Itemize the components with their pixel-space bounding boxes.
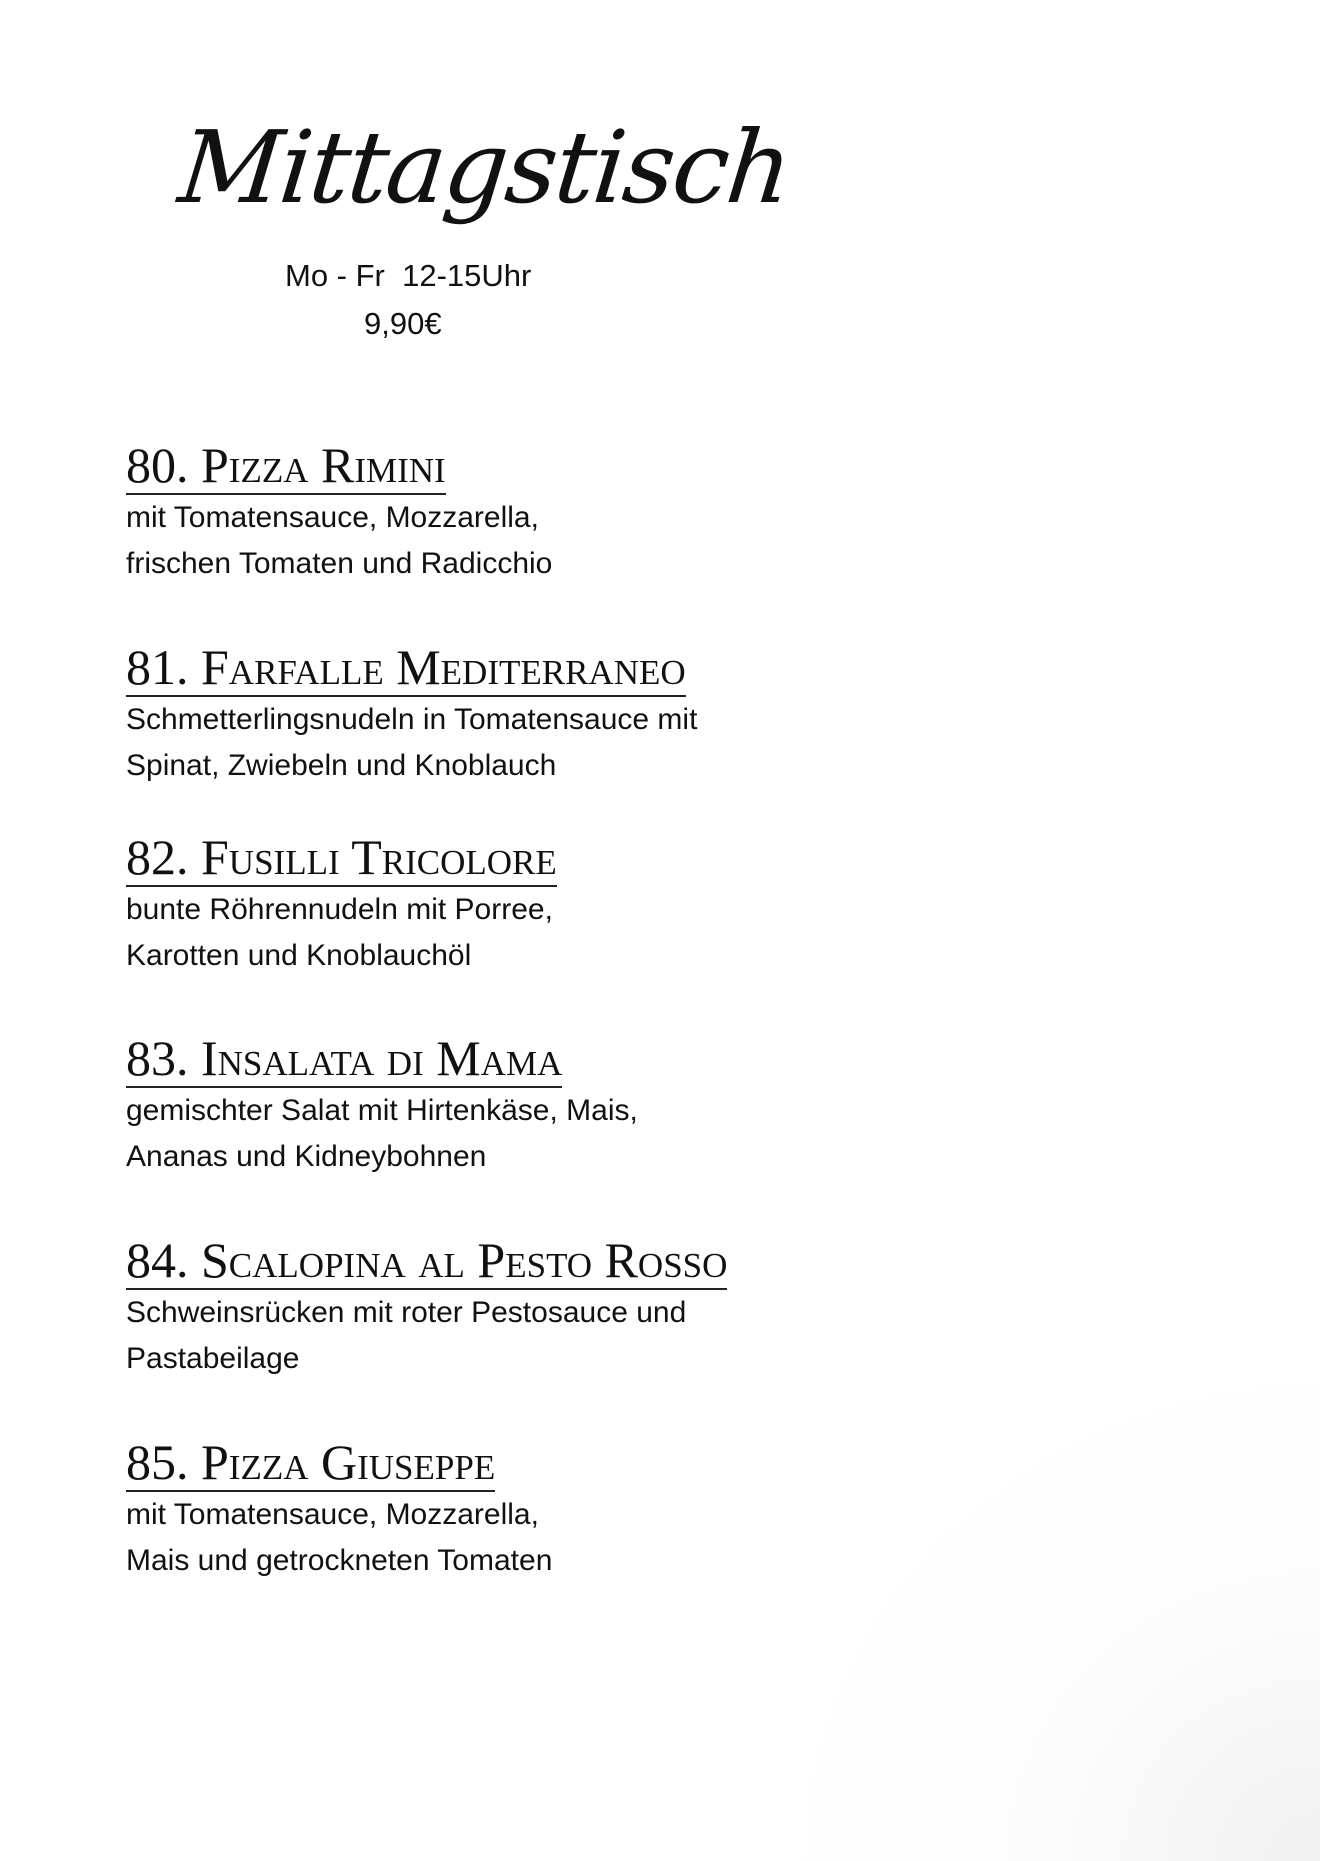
menu-item	[126, 1030, 1126, 1180]
menu-item-title: 83. Insalata di Mama	[126, 1030, 563, 1086]
description-line: Ananas und Kidneybohnen	[126, 1140, 487, 1173]
description-line: mit Tomatensauce, Mozzarella,	[126, 501, 539, 534]
menu-item	[126, 1232, 1126, 1382]
description-line: Spinat, Zwiebeln und Knoblauch	[126, 749, 557, 782]
description-line: Mais und getrockneten Tomaten	[126, 1544, 553, 1577]
page-shadow	[800, 1381, 1320, 1861]
description-line: Pastabeilage	[126, 1342, 300, 1375]
menu-item	[126, 437, 1126, 587]
description-line: gemischter Salat mit Hirtenkäse, Mais,	[126, 1094, 638, 1127]
opening-hours: Mo - Fr 12-15Uhr	[285, 258, 532, 293]
menu-item-description	[126, 1290, 1126, 1382]
menu-item-title: 81. Farfalle Mediterraneo	[126, 639, 686, 695]
menu-item-title: 85. Pizza Giuseppe	[126, 1434, 496, 1490]
description-line: Schweinsrücken mit roter Pestosauce und	[126, 1296, 687, 1329]
description-line: bunte Röhrennudeln mit Porree,	[126, 893, 553, 926]
page-title: Mittagstisch	[173, 109, 796, 226]
menu-item-title: 84. Scalopina al Pesto Rosso	[126, 1232, 728, 1288]
menu-item-description	[126, 697, 1126, 789]
description-line: mit Tomatensauce, Mozzarella,	[126, 1498, 539, 1531]
description-line: Karotten und Knoblauchöl	[126, 939, 472, 972]
lunch-price: 9,90€	[364, 306, 442, 341]
menu-item	[126, 829, 1126, 979]
menu-item-title: 82. Fusilli Tricolore	[126, 829, 557, 885]
menu-item-title: 80. Pizza Rimini	[126, 437, 446, 493]
description-line: frischen Tomaten und Radicchio	[126, 547, 553, 580]
menu-item-description	[126, 495, 1126, 587]
menu-item	[126, 639, 1126, 789]
menu-item-description	[126, 887, 1126, 979]
menu-item-description	[126, 1088, 1126, 1180]
description-line: Schmetterlingsnudeln in Tomatensauce mit	[126, 703, 698, 736]
